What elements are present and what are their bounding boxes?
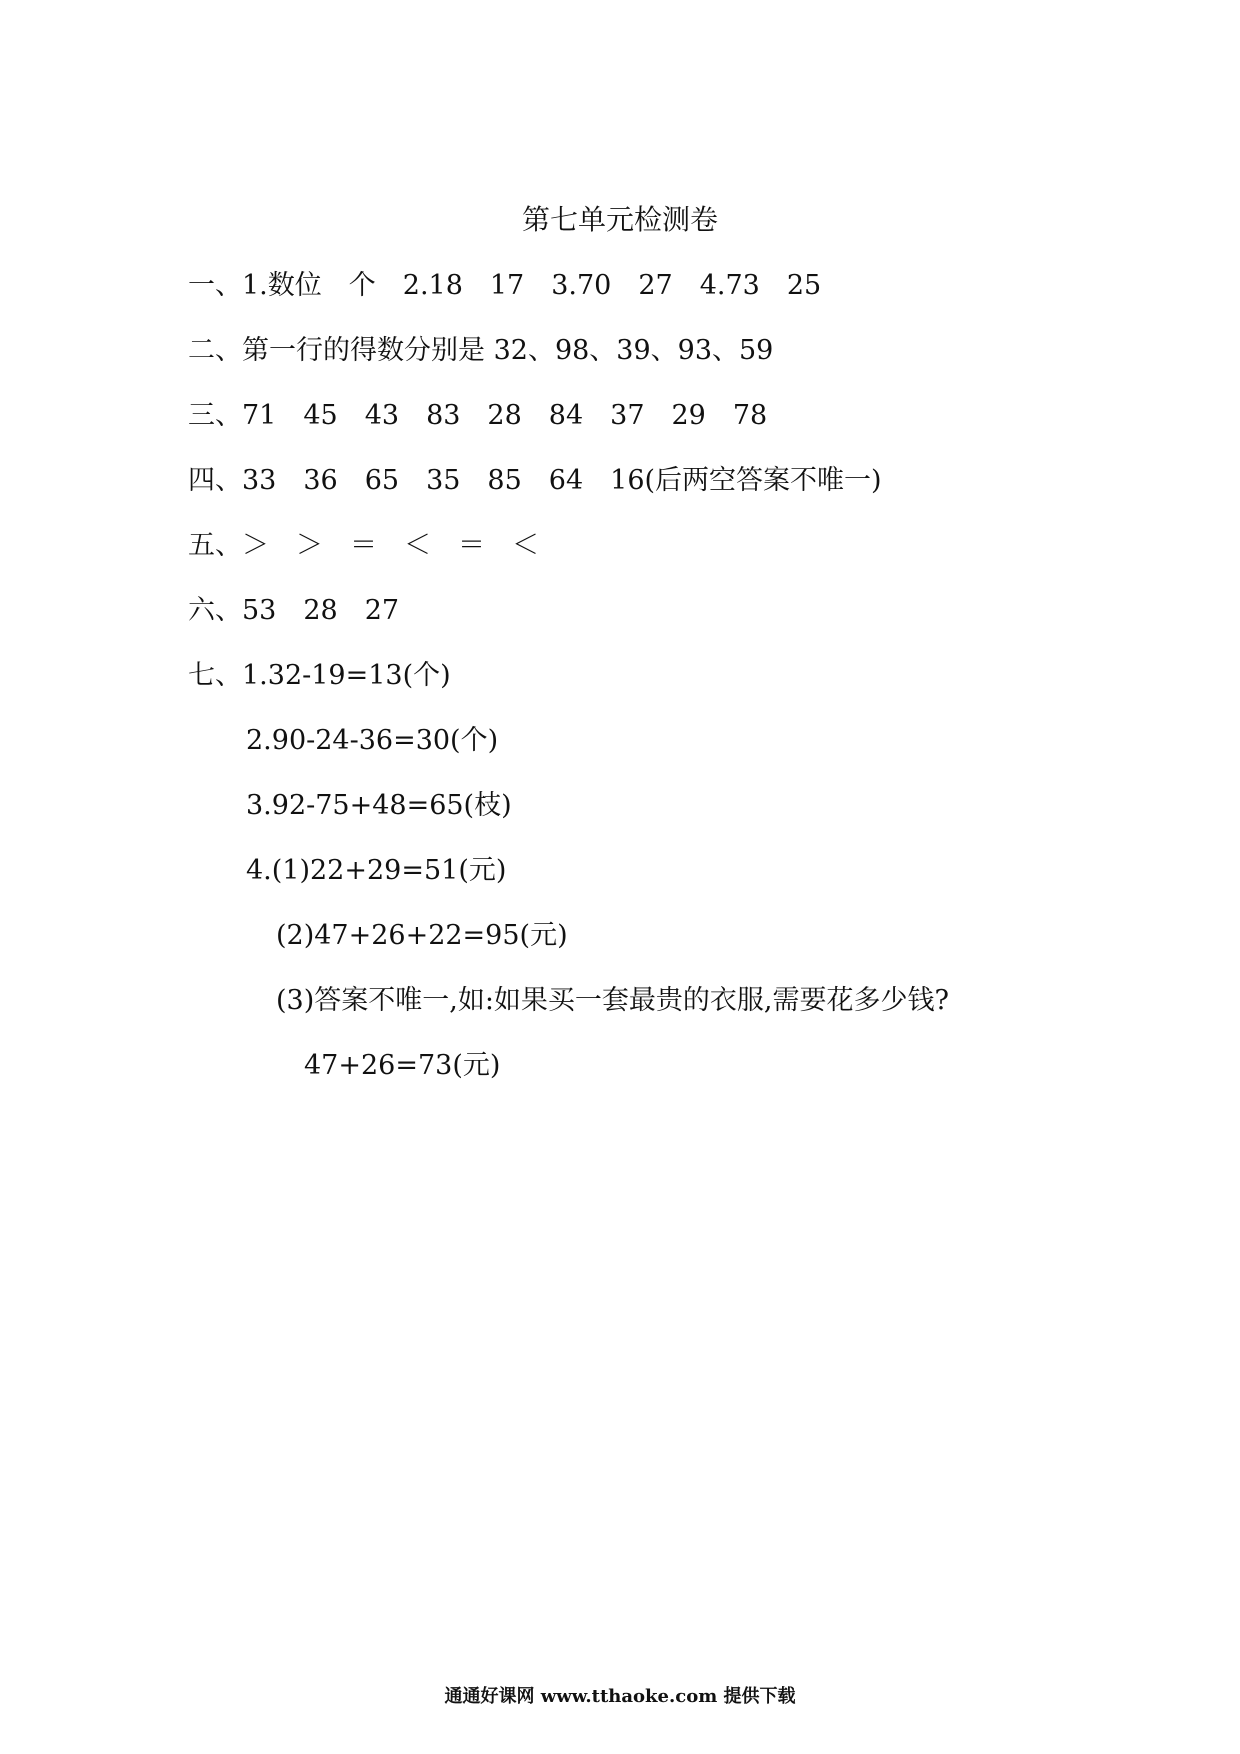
answer-line-2: 二、第一行的得数分别是 32、98、39、93、59 [188,335,774,366]
answer-line-4: 四、33 36 65 35 85 64 16(后两空答案不唯一) [188,465,882,496]
answer-line-8: 2.90-24-36=30(个) [246,725,499,756]
answer-line-6: 六、53 28 27 [188,595,400,626]
answer-line-12: (3)答案不唯一,如:如果买一套最贵的衣服,需要花多少钱? [276,985,949,1016]
answer-line-10: 4.(1)22+29=51(元) [246,855,507,886]
answer-line-13: 47+26=73(元) [304,1050,501,1081]
answer-line-11: (2)47+26+22=95(元) [276,920,568,951]
answer-line-9: 3.92-75+48=65(枝) [246,790,512,821]
page-footer: 通通好课网 www.tthaoke.com 提供下载 [444,1686,796,1707]
answer-line-7: 七、1.32-19=13(个) [188,660,451,691]
answer-line-5: 五、＞ ＞ ＝ ＜ ＝ ＜ [188,530,539,561]
answer-line-3: 三、71 45 43 83 28 84 37 29 78 [188,400,768,431]
answer-line-1: 一、1.数位 个 2.18 17 3.70 27 4.73 25 [188,270,822,301]
document-title: 第七单元检测卷 [521,203,718,236]
